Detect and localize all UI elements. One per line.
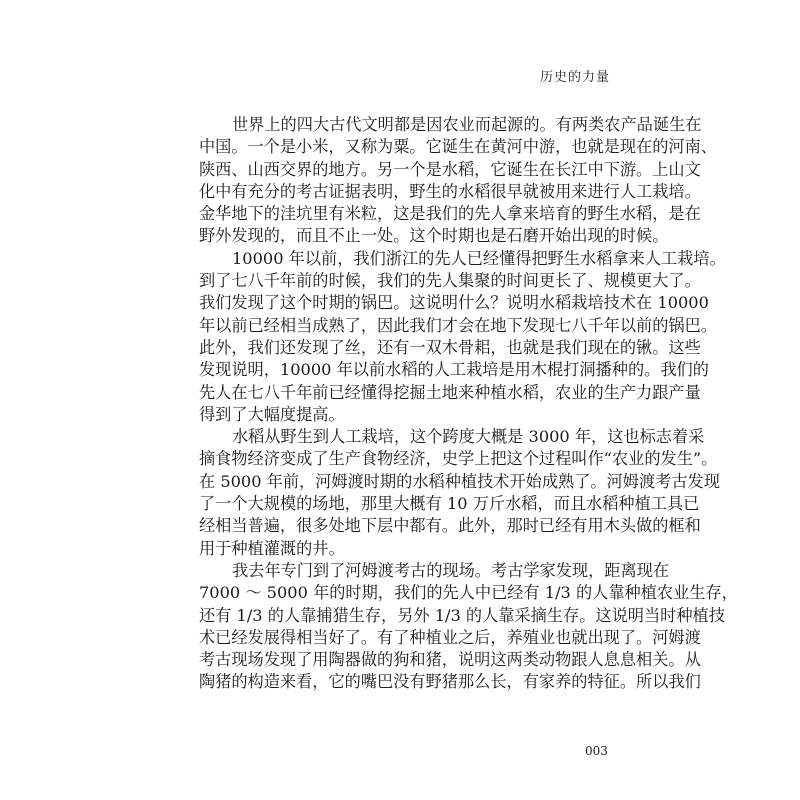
text-line: 水稻从野生到人工栽培，这个跨度大概是 3000 年，这也标志着采 [232, 427, 705, 447]
text-line: 得到了大幅度提高。 [199, 404, 345, 424]
text-line: 年以前已经相当成熟了，因此我们才会在地下发现七八千年以前的锅巴。 [199, 315, 717, 335]
text-line: 用于种植灌溉的井。 [199, 538, 345, 558]
text-line: 还有 1/3 的人靠捕猎生存，另外 1/3 的人靠采摘生存。这说明当时种植技 [199, 605, 725, 625]
text-line: 7000 ～ 5000 年的时期，我们的先人中已经有 1/3 的人靠种植农业生存， [199, 583, 738, 603]
paragraph [199, 560, 738, 694]
paragraph [199, 114, 717, 248]
text-line: 我去年专门到了河姆渡考古的现场。考古学家发现，距离现在 [232, 560, 670, 580]
text-line: 金华地下的洼坑里有米粒，这是我们的先人拿来培育的野生水稻，是在 [199, 204, 701, 224]
text-line: 到了七八千年前的时候，我们的先人集聚的时间更长了、规模更大了。 [199, 271, 701, 291]
text-line: 经相当普遍，很多处地下层中都有。此外，那时已经有用木头做的框和 [199, 516, 701, 536]
text-line: 化中有充分的考古证据表明，野生的水稻很早就被用来进行人工栽培。 [199, 181, 701, 201]
text-line: 术已经发展得相当好了。有了种植业之后，养殖业也就出现了。河姆渡 [199, 627, 701, 647]
text-line: 10000 年以前，我们浙江的先人已经懂得把野生水稻拿来人工栽培。 [232, 248, 726, 268]
text-line: 陕西、山西交界的地方。另一个是水稻，它诞生在长江中下游。上山文 [199, 159, 701, 179]
paragraph [199, 426, 720, 560]
text-line: 中国。一个是小米，又称为粟。它诞生在黄河中游，也就是现在的河南、 [199, 137, 717, 157]
running-header: 历史的力量 [539, 70, 610, 85]
text-line: 考古现场发现了用陶器做的狗和猪，说明这两类动物跟人息息相关。从 [199, 650, 701, 670]
text-line: 发现说明，10000 年以前水稻的人工栽培是用木棍打洞播种的。我们的 [199, 360, 709, 380]
text-line: 世界上的四大古代文明都是因农业而起源的。有两类农产品诞生在 [232, 115, 702, 134]
text-line: 陶猪的构造来看，它的嘴巴没有野猪那么长，有家养的特征。所以我们 [199, 672, 701, 692]
body-text [199, 114, 738, 694]
text-line: 此外，我们还发现了丝，还有一双木骨耜，也就是我们现在的锹。这些 [199, 337, 701, 357]
text-line: 我们发现了这个时期的锅巴。这说明什么？说明水稻栽培技术在 10000 [199, 293, 709, 313]
paragraph [199, 248, 726, 426]
text-line: 在 5000 年前，河姆渡时期的水稻种植技术开始成熟了。河姆渡考古发现 [199, 471, 720, 491]
text-line: 野外发现的，而且不止一处。这个时期也是石磨开始出现的时候。 [199, 226, 669, 246]
page-number: 003 [585, 744, 608, 758]
text-line: 了一个大规模的场地，那里大概有 10 万斤水稻，而且水稻种植工具已 [199, 494, 700, 514]
text-line: 先人在七八千年前已经懂得挖掘土地来种植水稻，农业的生产力跟产量 [199, 382, 701, 402]
text-line: 摘食物经济变成了生产食物经济，史学上把这个过程叫作“农业的发生”。 [199, 449, 718, 469]
